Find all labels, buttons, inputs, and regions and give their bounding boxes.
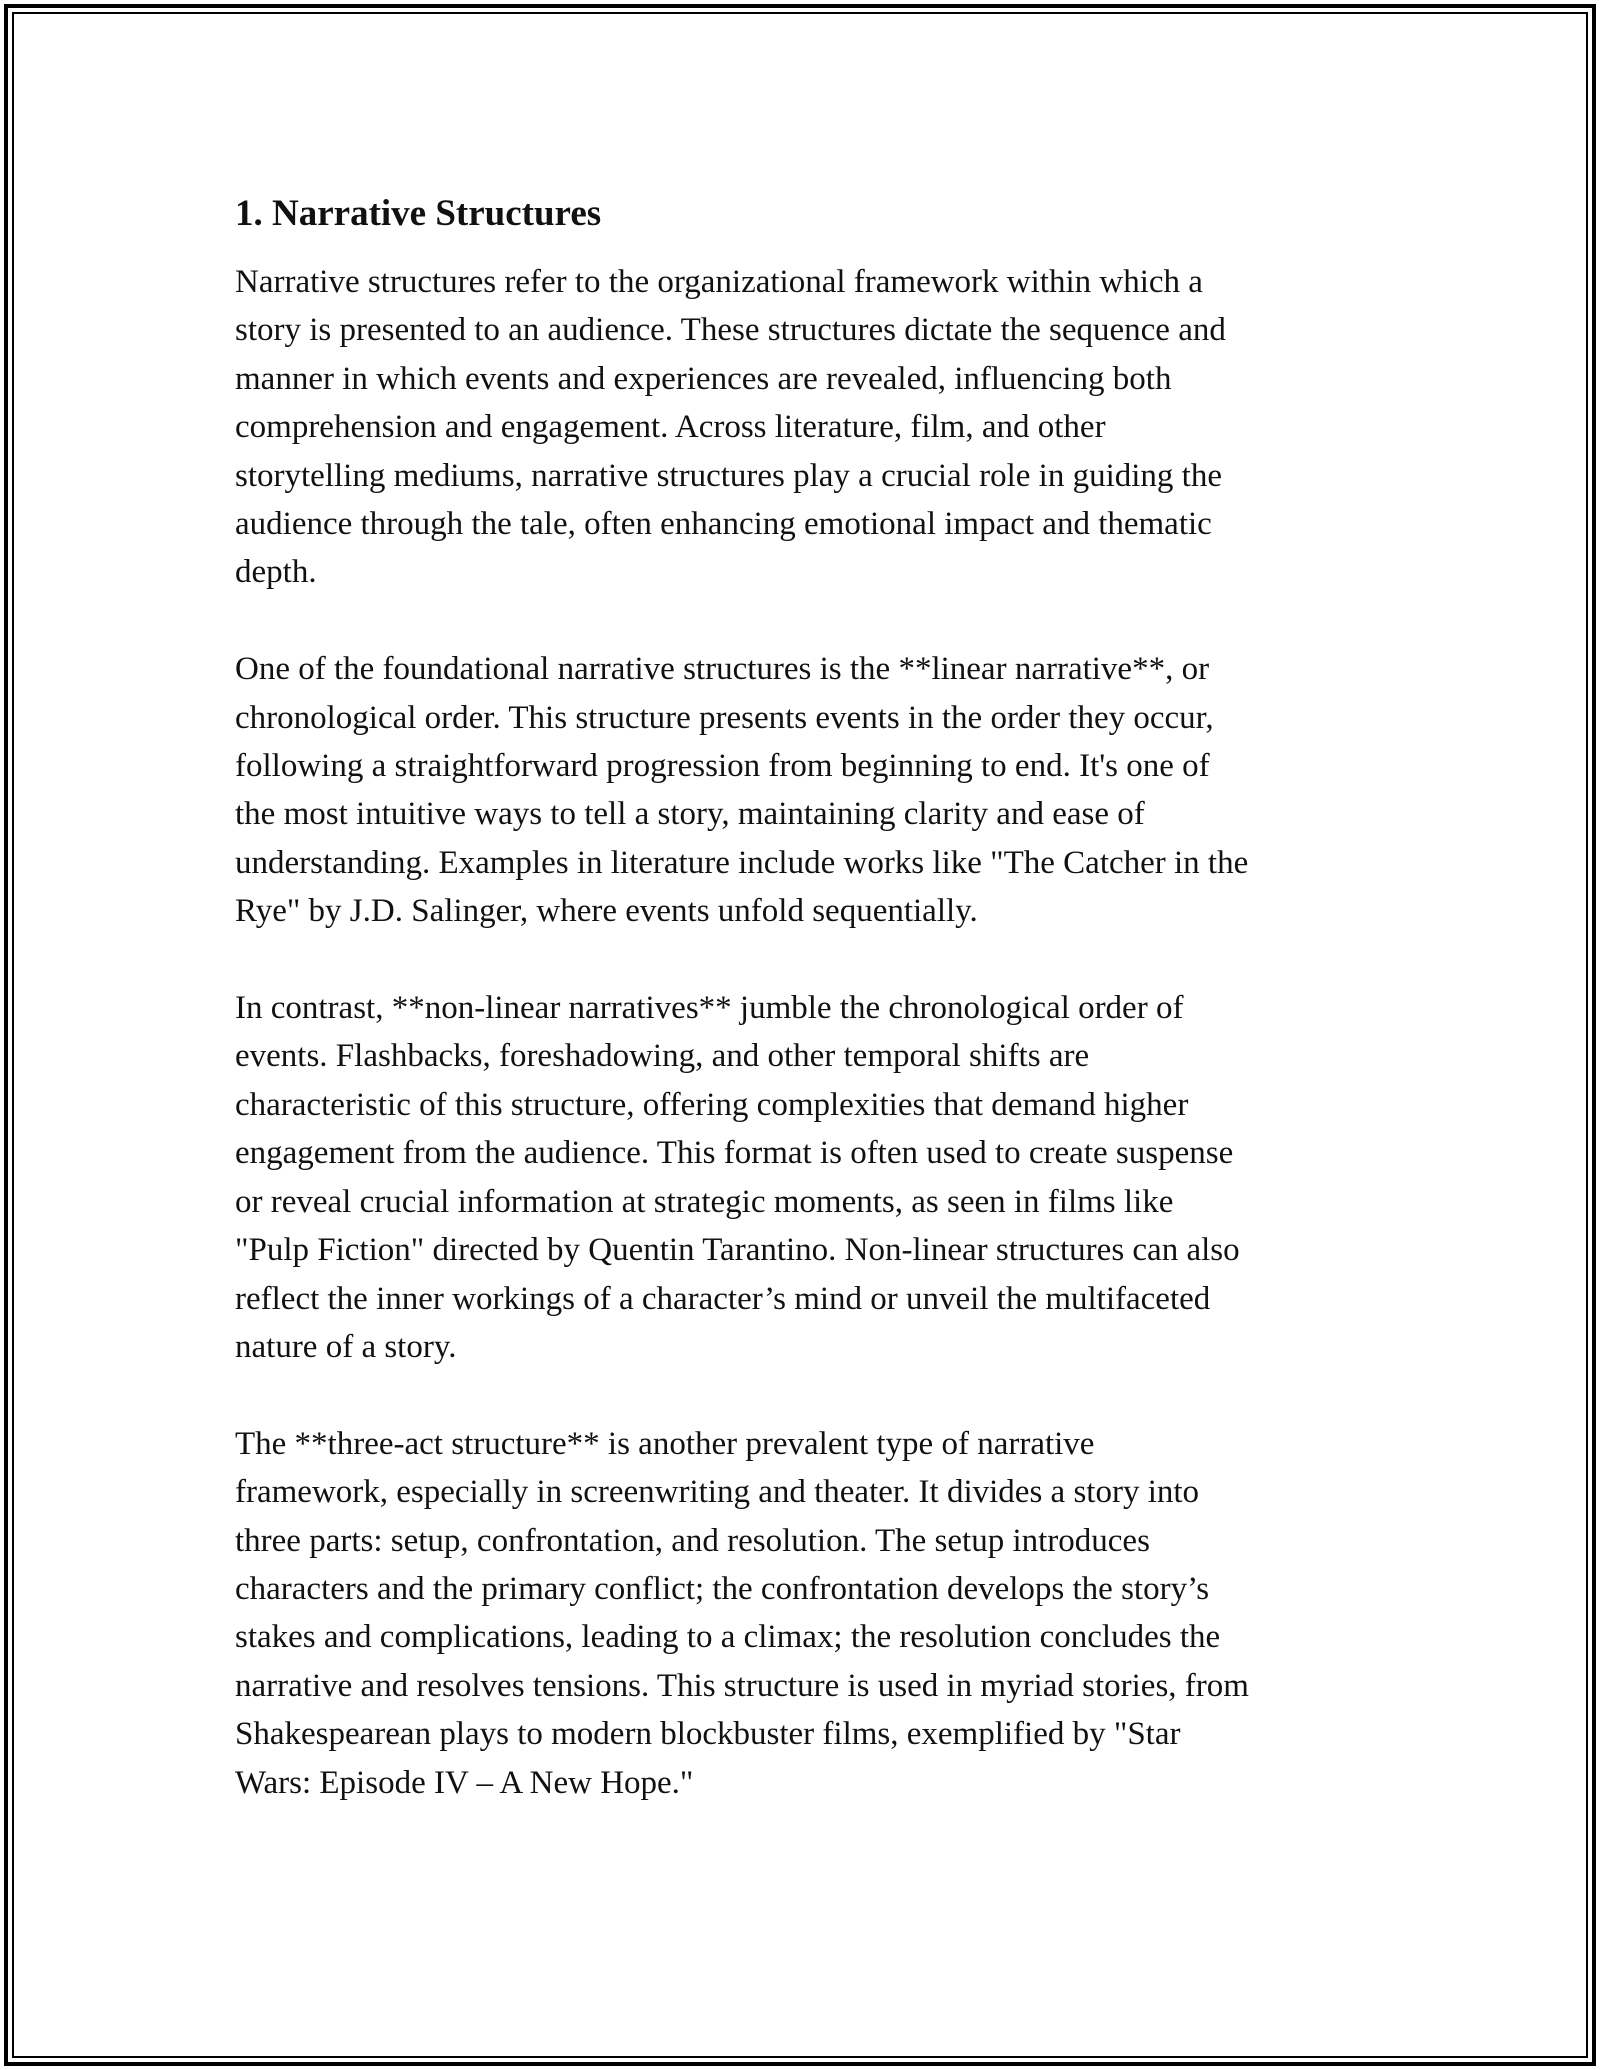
text-line: Shakespearean plays to modern blockbuster films, exemplified by "Star (235, 1716, 1181, 1753)
text-line: engagement from the audience. This format is often used to create suspense (235, 1135, 1234, 1172)
text-line: nature of a story. (235, 1328, 457, 1365)
document-body (235, 184, 1365, 1807)
text-line: manner in which events and experiences are revealed, influencing both (235, 360, 1172, 397)
text-line: the most intuitive ways to tell a story, maintaining clarity and ease of (235, 796, 1145, 833)
text-line: understanding. Examples in literature include works like "The Catcher in the (235, 844, 1249, 881)
text-line: Narrative structures refer to the organizational framework within which a (235, 264, 1203, 300)
text-line: reflect the inner workings of a character’s mind or unveil the multifaceted (235, 1280, 1211, 1317)
text-line: three parts: setup, confrontation, and resolution. The setup introduces (235, 1522, 1150, 1559)
text-line: Rye" by J.D. Salinger, where events unfold sequentially. (235, 893, 978, 930)
text-line: Wars: Episode IV – A New Hope." (235, 1764, 694, 1801)
text-line: story is presented to an audience. These structures dictate the sequence and (235, 312, 1226, 349)
paragraph-three-act-structure (235, 1420, 1365, 1807)
text-line: narrative and resolves tensions. This structure is used in myriad stories, from (235, 1667, 1249, 1704)
text-line: "Pulp Fiction" directed by Quentin Tarantino. Non-linear structures can also (235, 1232, 1240, 1269)
paragraph-non-linear-narratives (235, 984, 1365, 1371)
text-line: or reveal crucial information at strategic moments, as seen in films like (235, 1183, 1174, 1220)
text-line: comprehension and engagement. Across literature, film, and other (235, 409, 1106, 446)
text-line: The **three-act structure** is another prevalent type of narrative (235, 1425, 1095, 1462)
text-line: chronological order. This structure presents events in the order they occur, (235, 699, 1214, 736)
text-line: events. Flashbacks, foreshadowing, and other temporal shifts are (235, 1038, 1090, 1075)
text-line: characters and the primary conflict; the confrontation develops the story’s (235, 1570, 1210, 1607)
paragraph-intro (235, 258, 1365, 597)
text-line: storytelling mediums, narrative structures play a crucial role in guiding the (235, 457, 1222, 494)
text-line: In contrast, **non-linear narratives** jumble the chronological order of (235, 990, 1184, 1027)
text-line: audience through the tale, often enhancing emotional impact and thematic (235, 506, 1212, 543)
text-line: following a straightforward progression from beginning to end. It's one of (235, 748, 1210, 785)
text-line: stakes and complications, leading to a climax; the resolution concludes the (235, 1619, 1221, 1656)
paragraph-linear-narrative (235, 645, 1365, 935)
section-heading: 1. Narrative Structures (235, 193, 602, 234)
text-line: characteristic of this structure, offering complexities that demand higher (235, 1086, 1189, 1123)
text-line: depth. (235, 554, 317, 591)
text-line: One of the foundational narrative structures is the **linear narrative**, or (235, 651, 1210, 688)
text-line: framework, especially in screenwriting and theater. It divides a story into (235, 1474, 1200, 1511)
